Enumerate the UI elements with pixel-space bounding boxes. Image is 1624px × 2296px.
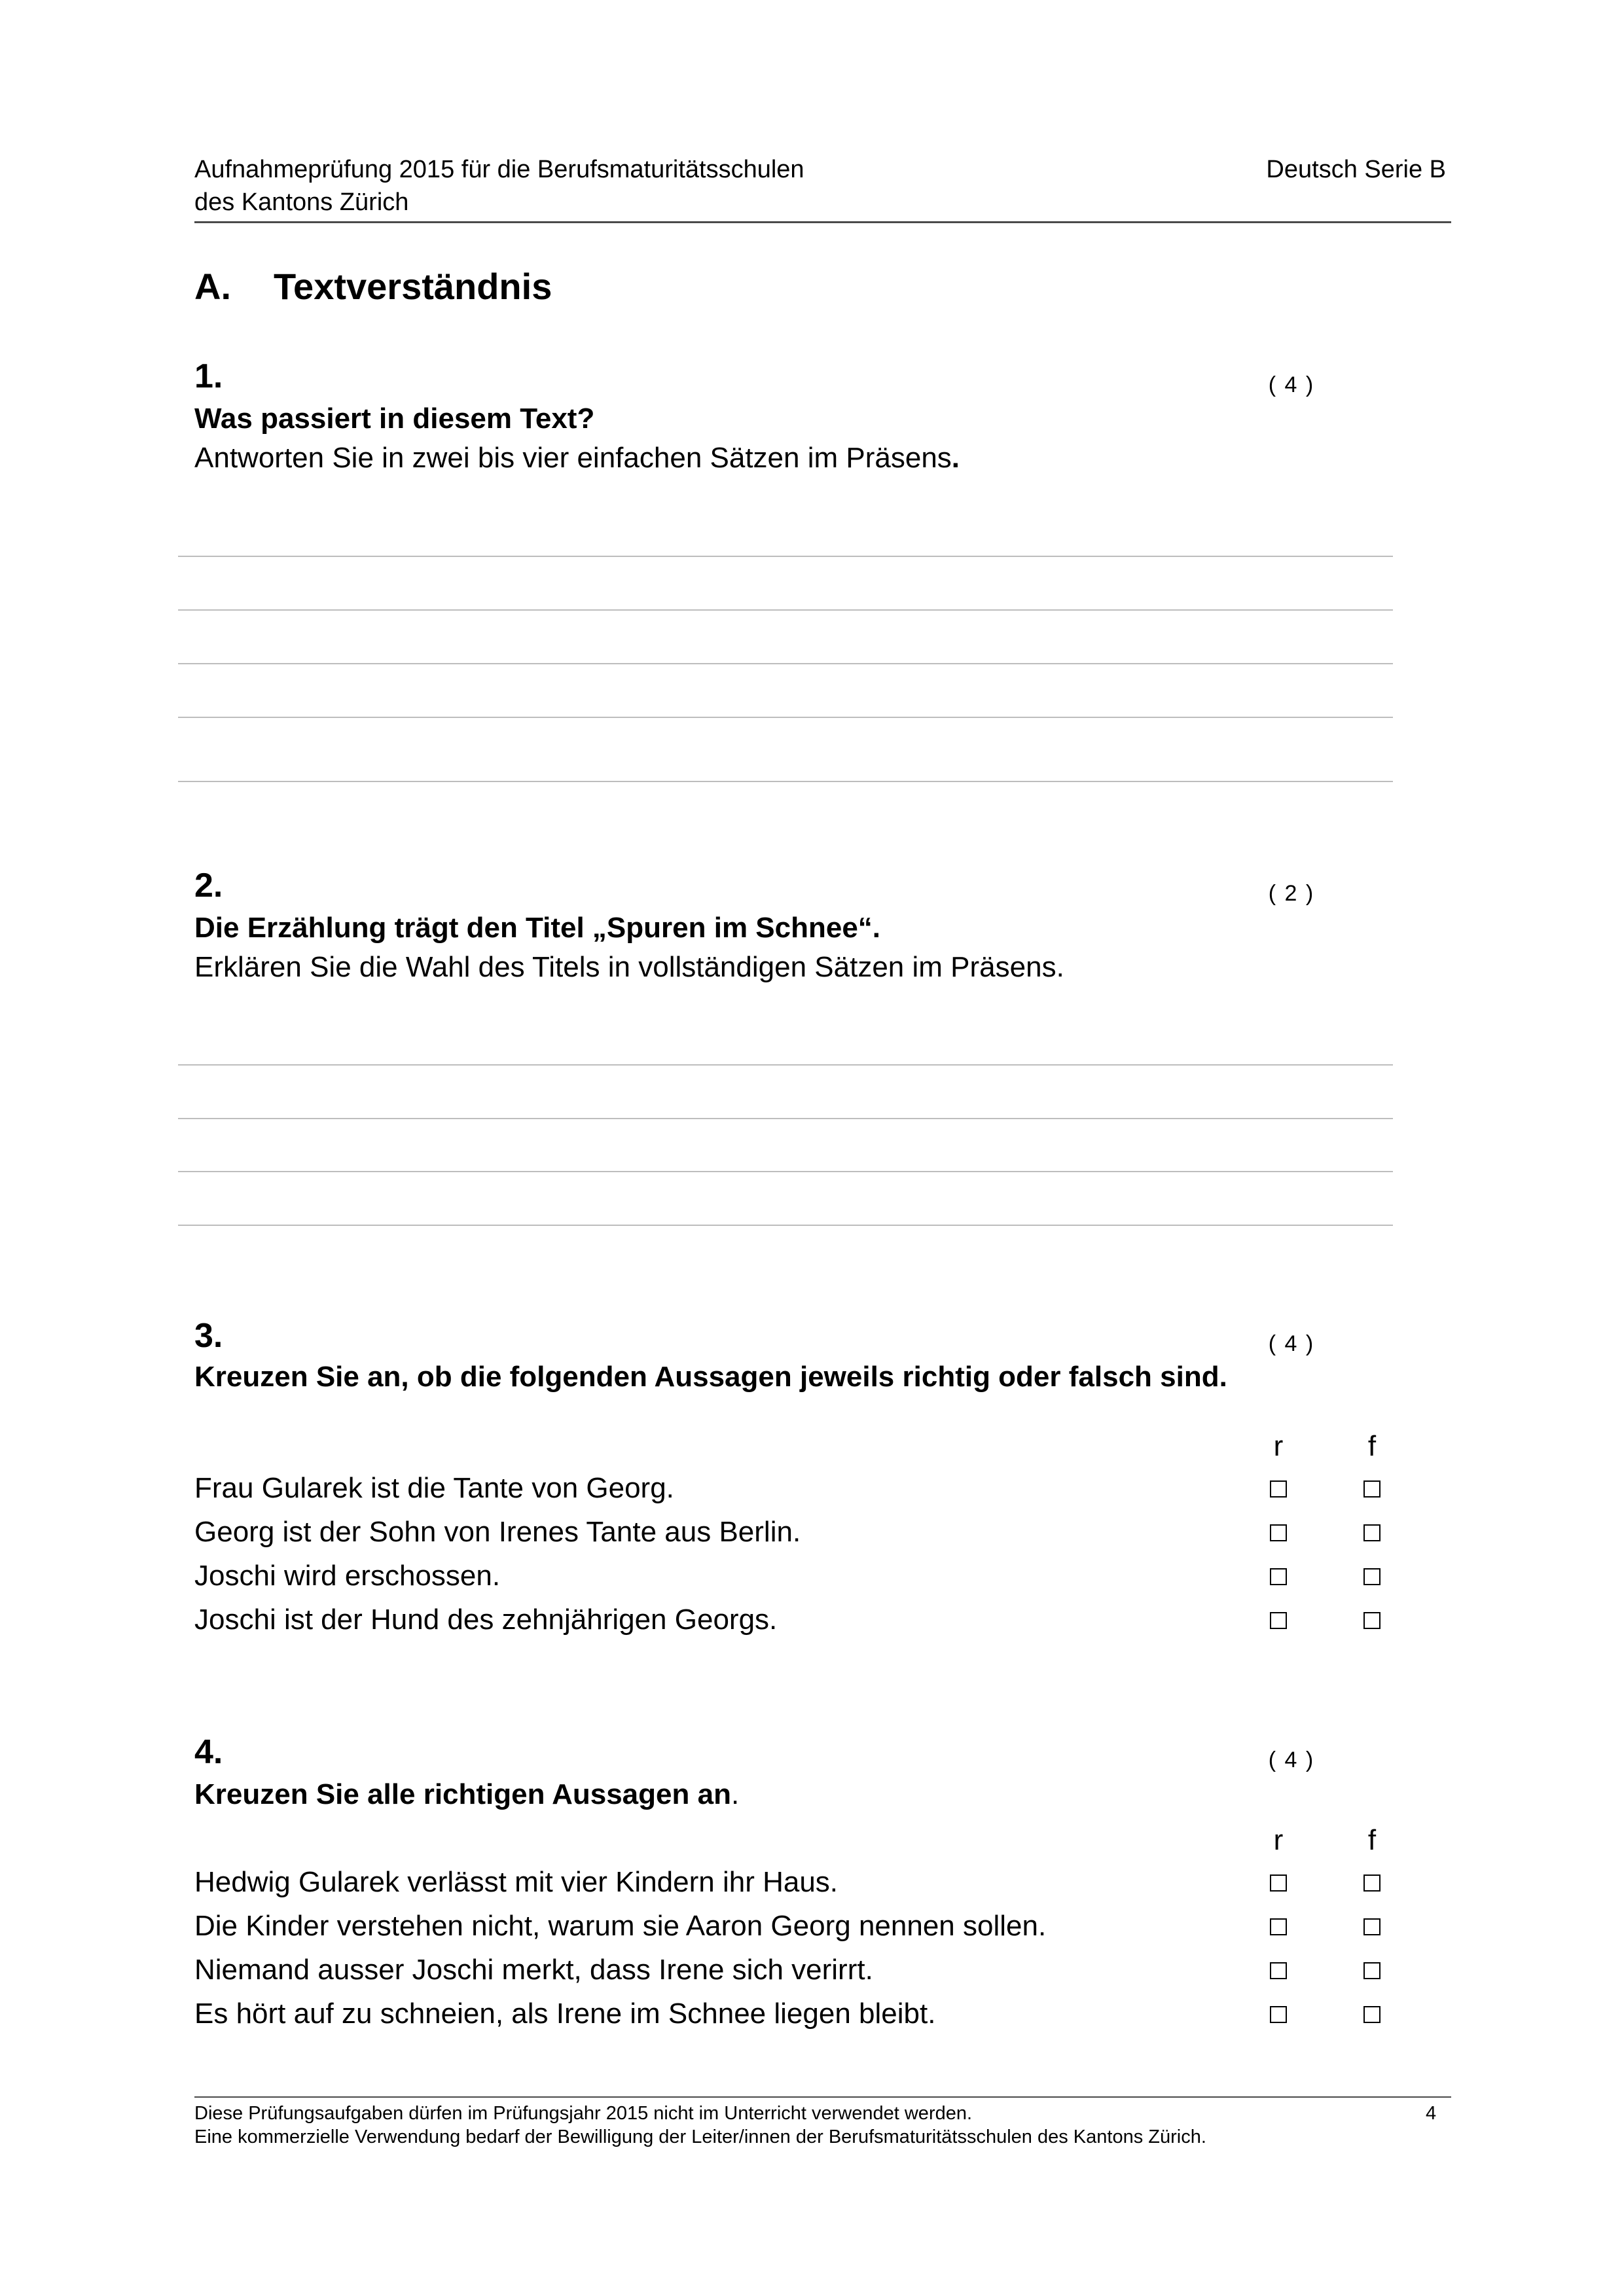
q2-answer-line[interactable] xyxy=(178,1171,1393,1172)
q3-statement: Frau Gularek ist die Tante von Georg. xyxy=(194,1472,674,1504)
q4-statement: Niemand ausser Joschi merkt, dass Irene sich verirrt. xyxy=(194,1954,873,1986)
q4-question xyxy=(194,1776,739,1813)
q2-answer-line[interactable] xyxy=(178,1118,1393,1119)
header-subject: Deutsch Serie B xyxy=(1266,156,1446,183)
q1-instruction xyxy=(194,440,960,476)
q4-checkbox-f[interactable] xyxy=(1363,1918,1380,1935)
q4-col-richtig: r xyxy=(1273,1824,1284,1856)
q4-question-end: . xyxy=(731,1778,740,1810)
q3-statement: Joschi ist der Hund des zehnjährigen Georgs. xyxy=(194,1604,778,1636)
q1-number: 1. xyxy=(194,357,223,395)
q2-question: Die Erzählung trägt den Titel „Spuren im Schnee“. xyxy=(194,912,881,944)
section-letter: A. xyxy=(194,266,231,307)
q4-checkbox-r[interactable] xyxy=(1270,2006,1287,2023)
q3-checkbox-f[interactable] xyxy=(1363,1568,1380,1585)
q4-checkbox-r[interactable] xyxy=(1270,1962,1287,1979)
q1-answer-line[interactable] xyxy=(178,609,1393,611)
q1-instruction-text: Antworten Sie in zwei bis vier einfachen Sätzen im Präsens xyxy=(194,442,952,474)
header-title-line2: des Kantons Zürich xyxy=(194,188,409,216)
q3-col-falsch: f xyxy=(1367,1430,1377,1462)
q1-answer-line[interactable] xyxy=(178,781,1393,782)
q3-number: 3. xyxy=(194,1317,223,1355)
footer-notice-line2: Eine kommerzielle Verwendung bedarf der Bewilligung der Leiter/innen der Berufsmaturitätsschulen des Kantons Zürich. xyxy=(194,2126,1206,2147)
q3-checkbox-f[interactable] xyxy=(1363,1480,1380,1498)
q3-points: ( 4 ) xyxy=(1268,1331,1315,1356)
q2-instruction: Erklären Sie die Wahl des Titels in vollständigen Sätzen im Präsens. xyxy=(194,951,1064,983)
q3-checkbox-r[interactable] xyxy=(1270,1568,1287,1585)
q2-number: 2. xyxy=(194,867,223,905)
q4-checkbox-f[interactable] xyxy=(1363,1962,1380,1979)
q4-number: 4. xyxy=(194,1733,223,1771)
q1-points: ( 4 ) xyxy=(1268,372,1315,397)
q4-points: ( 4 ) xyxy=(1268,1748,1315,1772)
q1-answer-line[interactable] xyxy=(178,717,1393,718)
q4-statement: Die Kinder verstehen nicht, warum sie Aaron Georg nennen sollen. xyxy=(194,1910,1047,1942)
q1-answer-line[interactable] xyxy=(178,663,1393,664)
q3-question: Kreuzen Sie an, ob die folgenden Aussagen jeweils richtig oder falsch sind. xyxy=(194,1361,1227,1393)
q2-answer-line[interactable] xyxy=(178,1225,1393,1226)
q1-answer-line[interactable] xyxy=(178,556,1393,557)
q4-col-falsch: f xyxy=(1367,1824,1377,1856)
page-number: 4 xyxy=(1426,2103,1437,2124)
q4-checkbox-f[interactable] xyxy=(1363,2006,1380,2023)
q1-instruction-end: . xyxy=(951,442,960,474)
q3-statement: Joschi wird erschossen. xyxy=(194,1560,501,1592)
q4-statement: Hedwig Gularek verlässt mit vier Kindern ihr Haus. xyxy=(194,1866,839,1898)
header-title-line1: Aufnahmeprüfung 2015 für die Berufsmaturitätsschulen xyxy=(194,156,804,183)
q2-points: ( 2 ) xyxy=(1268,881,1315,906)
q3-checkbox-r[interactable] xyxy=(1270,1524,1287,1541)
q4-checkbox-r[interactable] xyxy=(1270,1874,1287,1892)
q3-checkbox-r[interactable] xyxy=(1270,1612,1287,1629)
footer-rule xyxy=(194,2096,1451,2098)
q4-question-bold: Kreuzen Sie alle richtigen Aussagen an xyxy=(194,1778,731,1810)
header-rule xyxy=(194,221,1451,223)
q3-statement: Georg ist der Sohn von Irenes Tante aus Berlin. xyxy=(194,1516,801,1548)
q1-question: Was passiert in diesem Text? xyxy=(194,403,595,435)
q4-statement: Es hört auf zu schneien, als Irene im Schnee liegen bleibt. xyxy=(194,1998,936,2030)
q4-checkbox-r[interactable] xyxy=(1270,1918,1287,1935)
q3-checkbox-r[interactable] xyxy=(1270,1480,1287,1498)
q3-checkbox-f[interactable] xyxy=(1363,1524,1380,1541)
footer-notice-line1: Diese Prüfungsaufgaben dürfen im Prüfungsjahr 2015 nicht im Unterricht verwendet werden. xyxy=(194,2103,973,2124)
q3-checkbox-f[interactable] xyxy=(1363,1612,1380,1629)
q2-answer-line[interactable] xyxy=(178,1064,1393,1066)
q3-col-richtig: r xyxy=(1273,1430,1284,1462)
q4-checkbox-f[interactable] xyxy=(1363,1874,1380,1892)
section-title: Textverständnis xyxy=(274,266,552,307)
